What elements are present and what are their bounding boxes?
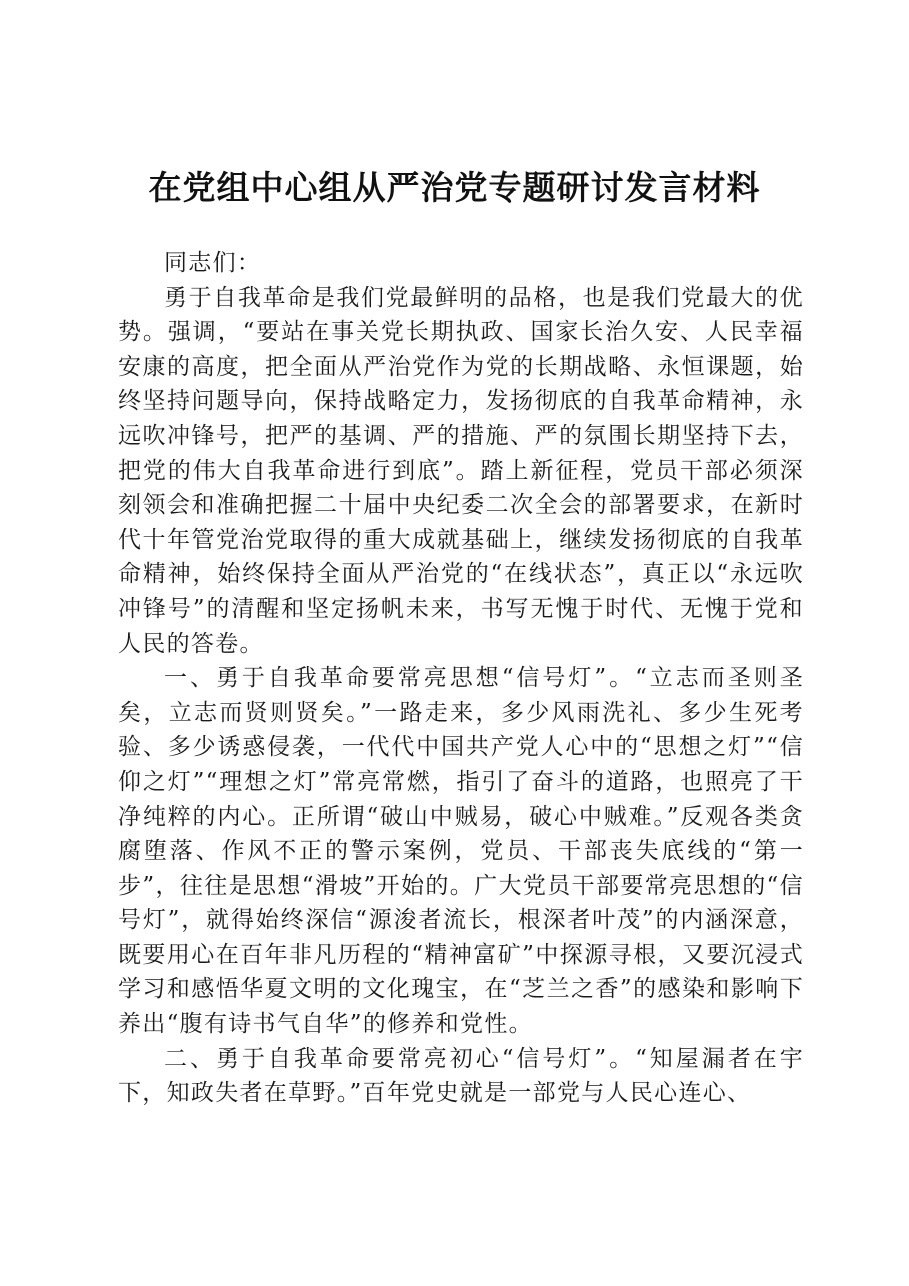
document-title: 在党组中心组从严治党专题研讨发言材料 — [148, 168, 761, 207]
paragraph-section-2: 二、勇于自我革命要常亮初心“信号灯”。“知屋漏者在宇下，知政失者在草野。”百年党史就是一部党与人民心连心、 — [118, 1045, 804, 1107]
document-body — [118, 246, 804, 1111]
salutation: 同志们： — [164, 250, 262, 276]
paragraph-intro: 勇于自我革命是我们党最鲜明的品格，也是我们党最大的优势。强调，“要站在事关党长期执政、国家长治久安、人民幸福安康的高度，把全面从严治党作为党的长期战略、永恒课题，始终坚持问题导向，保持战略定力，发扬彻底的自我革命精神，永远吹冲锋号，把严的基调、严的措施、严的氛围长期坚持下去，把党的伟大自我革命进行到底”。踏上新征程，党员干部必须深刻领会和准确把握二十届中央纪委二次全会的部署要求，在新时代十年管党治党取得的重大成就基础上，继续发扬彻底的自我革命精神，始终保持全面从严治党的“在线状态”，真正以“永远吹冲锋号”的清醒和坚定扬帆未来，书写无愧于时代、无愧于党和人民的答卷。 — [118, 284, 804, 657]
paragraph-section-1: 一、勇于自我革命要常亮思想“信号灯”。“立志而圣则圣矣，立志而贤则贤矣。”一路走来，多少风雨洗礼、多少生死考验、多少诱惑侵袭，一代代中国共产党人心中的“思想之灯”“信仰之灯”“理想之灯”常亮常燃，指引了奋斗的道路，也照亮了干净纯粹的内心。正所谓“破山中贼易，破心中贼难。”反观各类贪腐堕落、作风不正的警示案例，党员、干部丧失底线的“第一步”，往往是思想“滑坡”开始的。广大党员干部要常亮思想的“信号灯”，就得始终深信“源浚者流长，根深者叶茂”的内涵深意，既要用心在百年非凡历程的“精神富矿”中探源寻根，又要沉浸式学习和感悟华夏文明的文化瑰宝，在“芝兰之香”的感染和影响下养出“腹有诗书气自华”的修养和党性。 — [118, 665, 804, 1038]
